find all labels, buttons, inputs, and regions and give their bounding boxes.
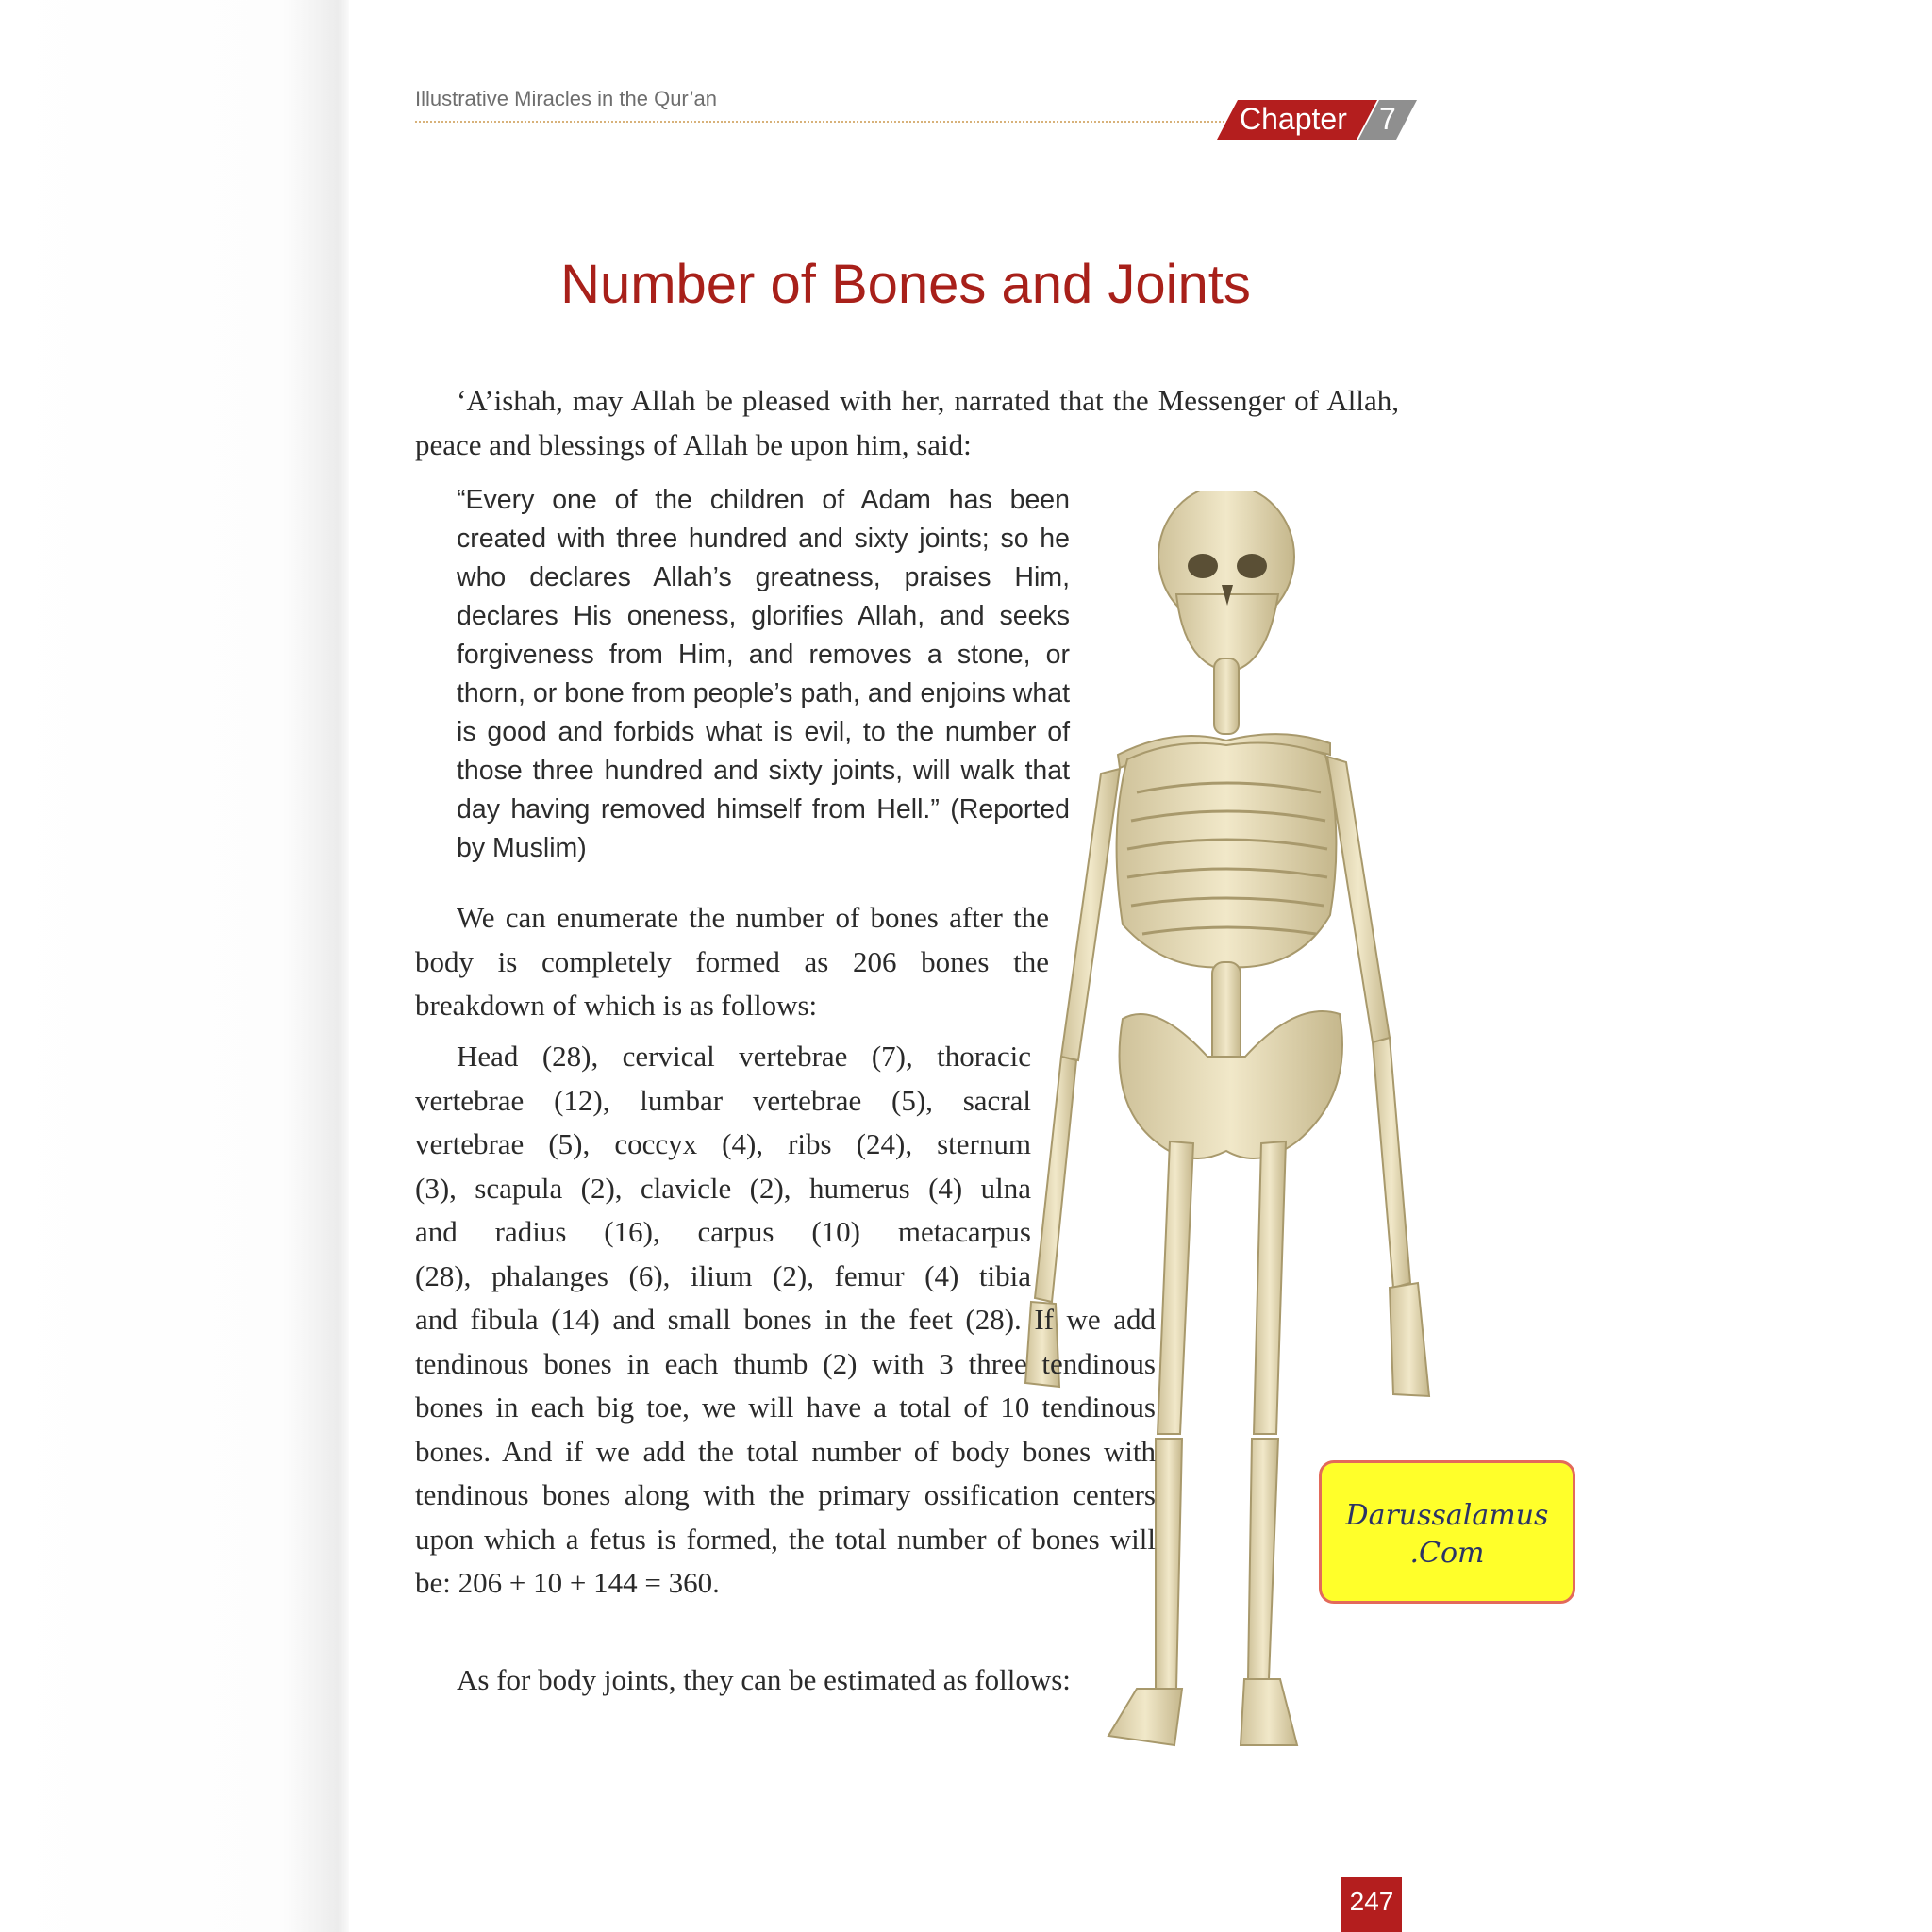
breakdown-line-5: and radius (16), carpus (10) metacarpus <box>415 1215 1031 1248</box>
left-humerus <box>1061 769 1120 1060</box>
chapter-label: Chapter <box>1240 102 1347 136</box>
header-rule <box>415 121 1236 123</box>
left-forearm <box>1035 1057 1076 1302</box>
right-femur <box>1254 1141 1286 1434</box>
page-title-text: Number of Bones and Joints <box>560 254 1251 315</box>
breakdown-paragraph-wrapped <box>415 1035 1031 1298</box>
left-eye-socket <box>1188 554 1218 578</box>
chapter-tab <box>1217 100 1420 140</box>
right-eye-socket <box>1237 554 1267 578</box>
page-title <box>0 253 1811 316</box>
enumeration-paragraph: We can enumerate the number of bones after the body is completely formed as 206 bones the breakdown of which is as follows: <box>415 901 1049 1022</box>
breakdown-line-1: Head (28), cervical vertebrae (7), thoracic <box>457 1040 1031 1073</box>
breakdown-line-4: (3), scapula (2), clavicle (2), humerus (4) ulna <box>415 1171 1031 1205</box>
page-number: 247 <box>1341 1877 1402 1932</box>
watermark-line-1: Darussalamus <box>1345 1499 1549 1532</box>
breakdown-line-3: vertebrae (5), coccyx (4), ribs (24), sternum <box>415 1127 1031 1160</box>
watermark-badge <box>1319 1460 1575 1604</box>
watermark-line-2: .Com <box>1409 1537 1485 1570</box>
cervical-spine <box>1214 658 1239 734</box>
joints-paragraph: As for body joints, they can be estimated as follows: <box>457 1663 1071 1696</box>
right-tibia <box>1248 1439 1278 1679</box>
left-foot <box>1108 1689 1182 1745</box>
left-tibia <box>1156 1439 1182 1689</box>
right-humerus <box>1327 757 1390 1042</box>
right-foot <box>1241 1679 1297 1745</box>
hadith-quote: “Every one of the children of Adam has been created with three hundred and sixty joints; so he who declares Allah’s greatness, praises Him, declares His oneness, glorifies Allah, and seeks forgiveness from Him, and removes a stone, or thorn, or bone from people’s path, and enjoins what is good and forbids what is evil, to the number of those three hundred and sixty joints, will walk that day having removed himself from Hell.” (Reported by Muslim) <box>457 485 1070 863</box>
breakdown-paragraph-continued: and fibula (14) and small bones in the feet (28). If we add tendinous bones in each thumb (2) with 3 three tendinous bones in each big toe, we will have a total of 10 tendinous bones. And if we add the total number of body bones with tendinous bones along with the primary ossification centers upon which a fetus is formed, the total number of bones will be: 206 + 10 + 144 = 360. <box>415 1303 1156 1599</box>
right-forearm <box>1373 1038 1410 1288</box>
chapter-number: 7 <box>1379 102 1396 136</box>
breakdown-line-2: vertebrae (12), lumbar vertebrae (5), sacral <box>415 1083 1031 1117</box>
left-femur <box>1158 1141 1193 1434</box>
intro-paragraph: ‘A’ishah, may Allah be pleased with her, narrated that the Messenger of Allah, peace and blessings of Allah be upon him, said: <box>415 384 1399 461</box>
breakdown-line-6: (28), phalanges (6), ilium (2), femur (4) tibia <box>415 1258 1031 1292</box>
running-head: Illustrative Miracles in the Qur’an <box>415 87 717 110</box>
right-hand <box>1390 1283 1429 1396</box>
